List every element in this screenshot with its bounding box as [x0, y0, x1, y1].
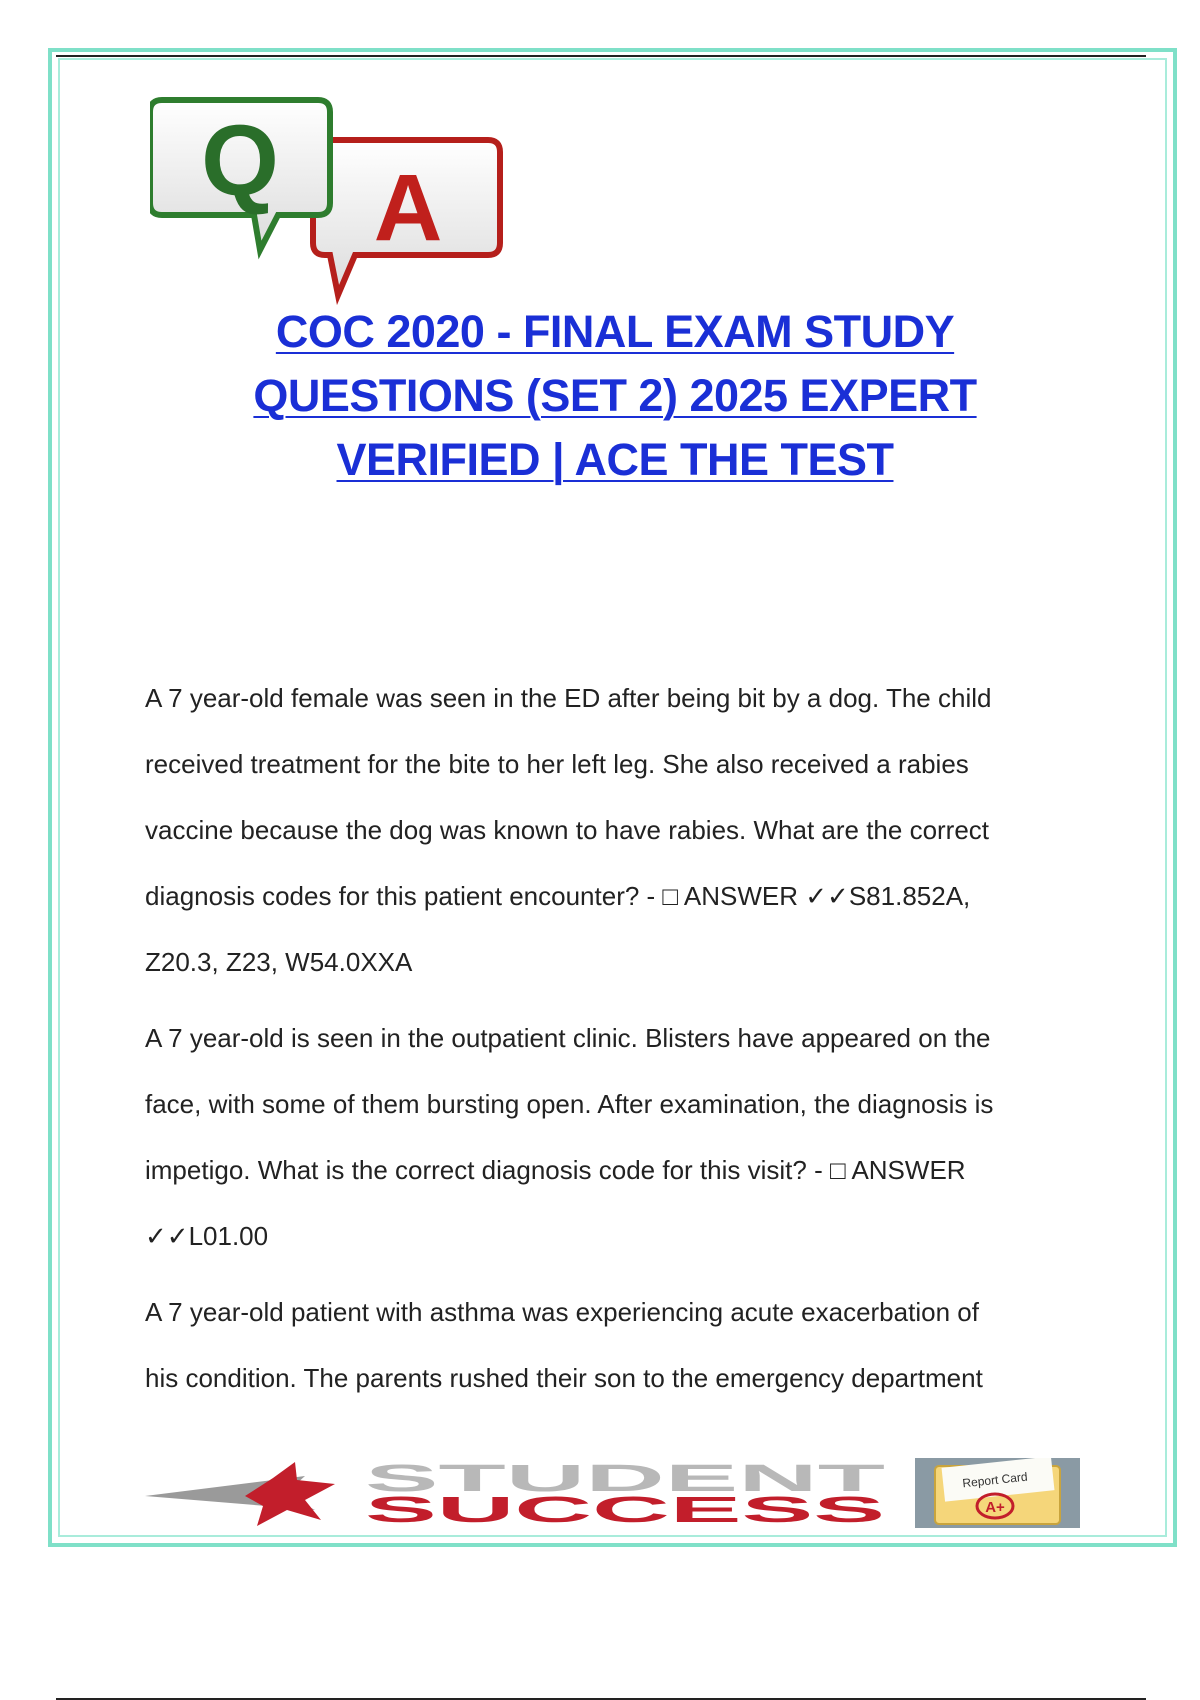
- a-letter: A: [373, 155, 443, 261]
- title-line: QUESTIONS (SET 2) 2025 EXPERT: [253, 370, 977, 421]
- qa-item: [145, 665, 1085, 995]
- qa-line: impetigo. What is the correct diagnosis code for this visit? - □ ANSWER: [145, 1155, 966, 1185]
- q-letter: Q: [201, 105, 279, 217]
- qa-item: [145, 1005, 1085, 1269]
- qa-line: ✓✓L01.00: [145, 1221, 269, 1251]
- qa-line: diagnosis codes for this patient encounter? - □ ANSWER ✓✓S81.852A,: [145, 881, 971, 911]
- qa-line: Z20.3, Z23, W54.0XXA: [145, 947, 413, 977]
- qa-line: vaccine because the dog was known to have rabies. What are the correct: [145, 815, 990, 845]
- brand-success: SUCCESS: [365, 1489, 885, 1528]
- qa-logo: [150, 85, 510, 305]
- qa-line: A 7 year-old patient with asthma was experiencing acute exacerbation of: [145, 1297, 979, 1327]
- a-bubble: [313, 140, 500, 295]
- document-title[interactable]: [160, 300, 1070, 492]
- q-bubble: [150, 100, 330, 250]
- qa-line: received treatment for the bite to her left leg. She also received a rabies: [145, 749, 969, 779]
- qa-item: [145, 1279, 1085, 1411]
- qa-line: A 7 year-old is seen in the outpatient clinic. Blisters have appeared on the: [145, 1023, 991, 1053]
- qa-content: [145, 665, 1085, 1421]
- brand-student: STUDENT: [365, 1458, 885, 1500]
- qa-line: his condition. The parents rushed their son to the emergency department: [145, 1363, 983, 1393]
- title-line: VERIFIED | ACE THE TEST: [336, 434, 894, 485]
- report-card-image: [915, 1458, 1080, 1528]
- report-card-label: Report Card: [961, 1469, 1029, 1491]
- qa-line: face, with some of them bursting open. After examination, the diagnosis is: [145, 1089, 994, 1119]
- title-line: COC 2020 - FINAL EXAM STUDY: [275, 306, 955, 357]
- qa-line: A 7 year-old female was seen in the ED after being bit by a dog. The child: [145, 683, 992, 713]
- student-success-logo: [145, 1458, 1080, 1528]
- report-card-grade: A+: [985, 1499, 1005, 1516]
- star-icon: [245, 1462, 335, 1526]
